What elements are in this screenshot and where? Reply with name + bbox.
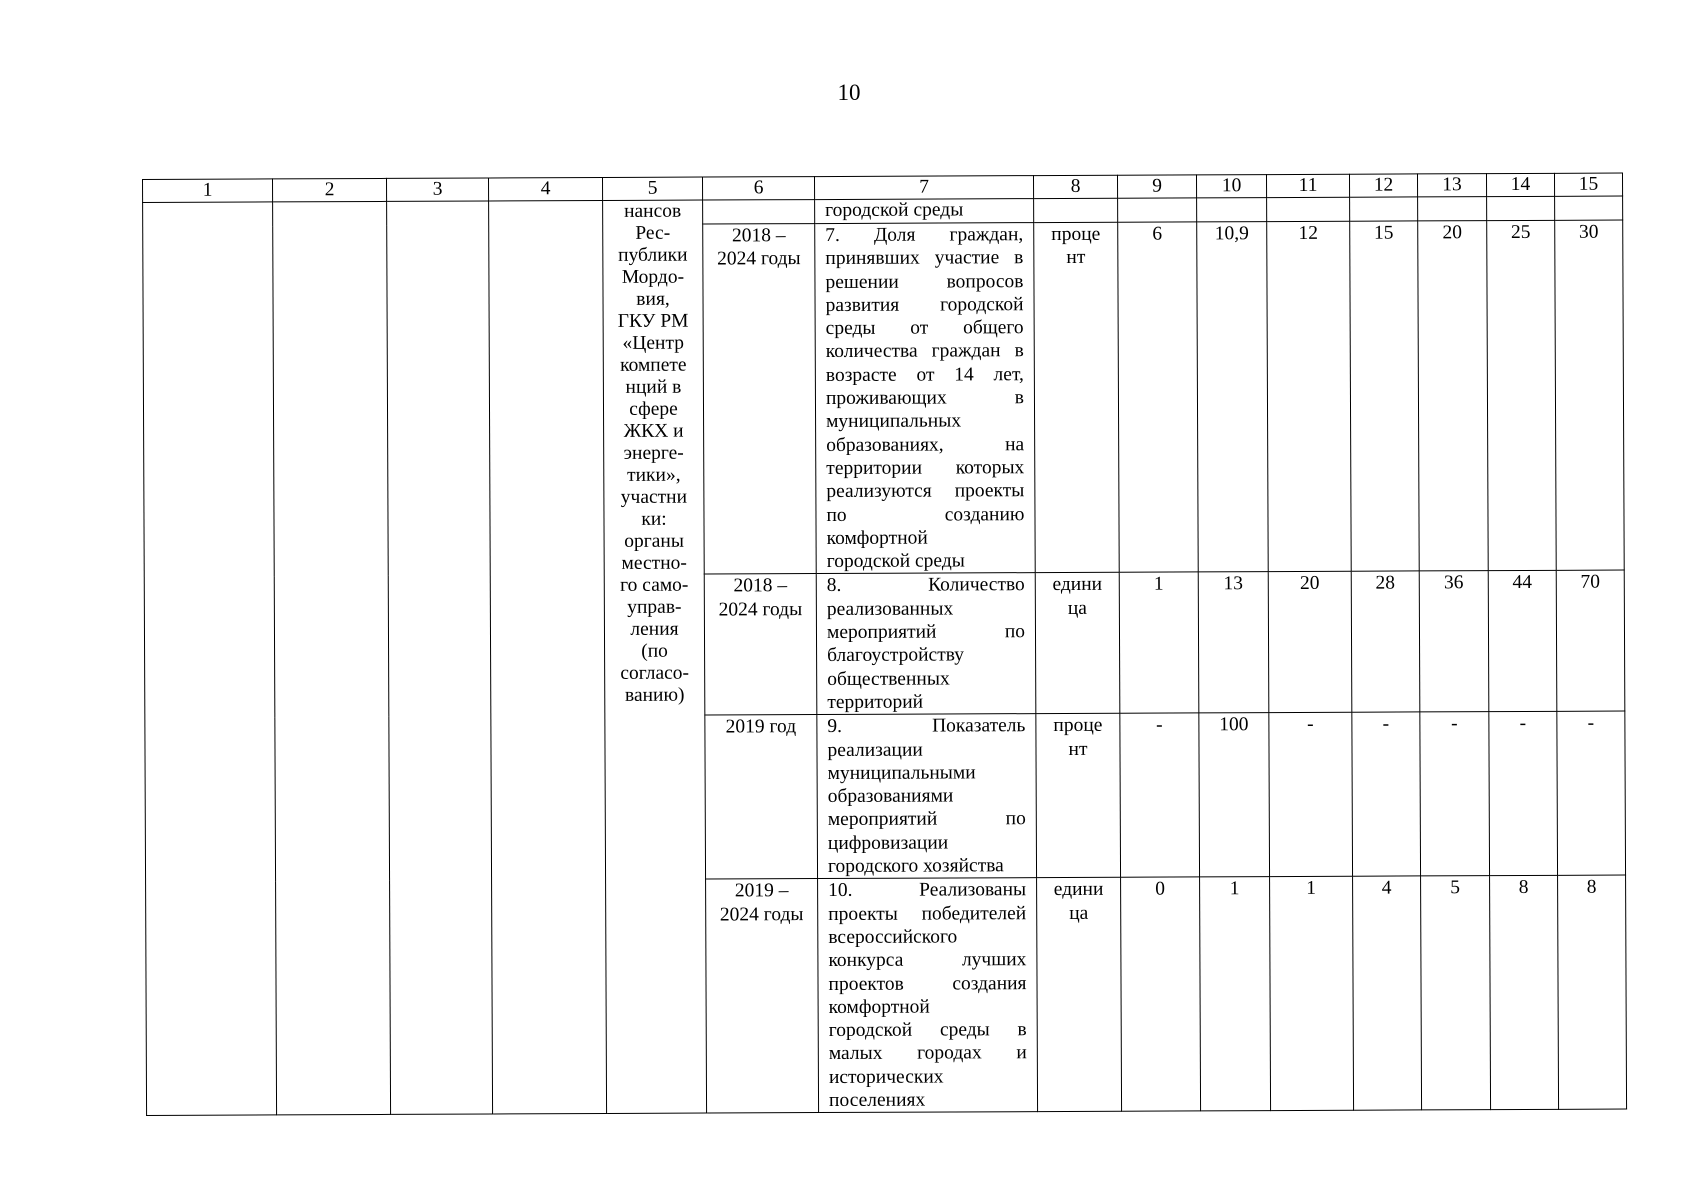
indicator-text-line: количества граждан в bbox=[825, 340, 1024, 363]
indicator-text-line: проживающих в bbox=[825, 387, 1025, 410]
indicator-text-line: реализованных bbox=[826, 598, 954, 620]
executor-text-line: местно- bbox=[621, 552, 687, 574]
indicator-text-line: проектов создания bbox=[828, 972, 1027, 995]
header-cell: 11 bbox=[1266, 174, 1349, 197]
indicator-text-line: городской среды в bbox=[828, 1019, 1027, 1042]
value-cell: 25 bbox=[1487, 220, 1557, 571]
value-cell: - bbox=[1120, 713, 1200, 877]
continuation-cell bbox=[1487, 196, 1555, 220]
executor-text-line: Мордо- bbox=[621, 266, 685, 288]
indicator-text-line: поселениях bbox=[828, 1089, 926, 1111]
indicator-table bbox=[142, 173, 1627, 1117]
period-text-line: 2024 годы bbox=[719, 903, 804, 926]
period-text-line: 2019 – bbox=[734, 880, 789, 902]
indicator-cell bbox=[815, 223, 1036, 574]
value-cell: 15 bbox=[1350, 221, 1420, 572]
executor-text-line: нансов bbox=[624, 200, 682, 222]
period-text-line: 2024 годы bbox=[718, 598, 803, 621]
indicator-text-line: образованиями bbox=[827, 785, 954, 808]
executor-text-line: сфере bbox=[629, 398, 678, 420]
unit-text-line: нт bbox=[1066, 247, 1086, 269]
unit-cell bbox=[1034, 222, 1120, 573]
executor-text-line: ления bbox=[630, 618, 679, 640]
unit-text-line: едини bbox=[1053, 879, 1104, 901]
executor-text-line: «Центр bbox=[622, 332, 684, 354]
indicator-text-line: городского хозяйства bbox=[827, 855, 1004, 878]
continuation-indicator-cell: городской среды bbox=[815, 199, 1034, 224]
unit-cell bbox=[1035, 573, 1120, 714]
period-text-line: 2024 годы bbox=[716, 248, 801, 270]
indicator-text-line: 7. Доля граждан, bbox=[825, 224, 1024, 247]
indicator-text-line: 9. Показатель bbox=[827, 715, 1026, 738]
header-cell: 13 bbox=[1417, 174, 1486, 197]
indicator-text-line: конкурса лучших bbox=[828, 949, 1027, 972]
indicator-text-line: среды от общего bbox=[825, 317, 1024, 340]
unit-text-line: ца bbox=[1067, 597, 1087, 619]
executor-text-line: нций в bbox=[625, 376, 682, 398]
indicator-text-line: общественных bbox=[827, 668, 950, 690]
executor-text-line: публики bbox=[618, 244, 688, 266]
value-cell: 5 bbox=[1421, 876, 1491, 1110]
value-cell: 1 bbox=[1200, 877, 1271, 1111]
indicator-text-line: городской среды bbox=[826, 550, 965, 573]
indicator-text-line: территорий bbox=[827, 691, 924, 713]
value-cell: 10,9 bbox=[1197, 222, 1269, 573]
period-cell bbox=[704, 574, 817, 715]
value-cell: 13 bbox=[1198, 572, 1269, 713]
period-cell bbox=[703, 224, 817, 575]
header-cell: 9 bbox=[1117, 175, 1196, 198]
executor-text-line: тики», bbox=[627, 464, 681, 486]
period-text-line: 2018 – bbox=[731, 225, 786, 247]
value-cell: 44 bbox=[1488, 571, 1557, 712]
header-cell: 12 bbox=[1349, 174, 1417, 197]
continuation-period-cell bbox=[703, 200, 815, 224]
indicator-text-line: реализации bbox=[827, 739, 923, 761]
value-cell: 30 bbox=[1555, 220, 1625, 571]
indicator-text-line: по созданию bbox=[826, 503, 1025, 526]
col4-cell bbox=[489, 200, 607, 1114]
value-cell: 12 bbox=[1267, 221, 1352, 572]
col3-cell bbox=[387, 201, 493, 1115]
executor-text-line: вия, bbox=[636, 288, 670, 310]
executor-text-line: ки: bbox=[641, 508, 667, 530]
header-cell: 6 bbox=[702, 177, 814, 200]
indicator-text-line: комфортной bbox=[826, 527, 928, 549]
indicator-text-line: образованиях, на bbox=[826, 433, 1025, 456]
executor-text-line: согласо- bbox=[620, 662, 690, 684]
value-cell: 6 bbox=[1118, 222, 1199, 573]
unit-cell bbox=[1037, 878, 1122, 1112]
period-cell bbox=[706, 879, 819, 1113]
executor-text-line: (по bbox=[641, 640, 668, 662]
indicator-text-line: принявших участие в bbox=[825, 247, 1024, 270]
value-cell: 28 bbox=[1351, 571, 1420, 712]
value-cell: 1 bbox=[1119, 572, 1199, 713]
indicator-text-line: муниципальных bbox=[826, 410, 962, 433]
indicator-text-line: всероссийского bbox=[828, 926, 958, 948]
responsible-executors-cell bbox=[603, 200, 707, 1114]
executor-text-line: Рес- bbox=[635, 222, 671, 244]
executor-text-line: органы bbox=[624, 530, 684, 552]
value-cell: - bbox=[1489, 712, 1558, 876]
indicator-text-line: развития городской bbox=[825, 294, 1024, 316]
header-cell: 15 bbox=[1554, 173, 1622, 196]
header-cell: 1 bbox=[143, 179, 273, 203]
value-cell: 20 bbox=[1268, 572, 1352, 713]
period-text-line: 2018 – bbox=[733, 575, 788, 597]
executor-text-line: управ- bbox=[627, 596, 682, 618]
indicator-text-line: проекты победителей bbox=[828, 902, 1027, 925]
executor-text-line: го само- bbox=[620, 574, 689, 596]
header-cell: 3 bbox=[386, 178, 488, 201]
header-cell: 8 bbox=[1033, 175, 1117, 198]
value-cell: - bbox=[1420, 712, 1490, 876]
value-cell: 0 bbox=[1121, 877, 1201, 1111]
continuation-cell bbox=[1555, 196, 1623, 220]
continuation-cell bbox=[1350, 197, 1418, 221]
unit-text-line: едини bbox=[1052, 574, 1103, 596]
header-cell: 7 bbox=[814, 176, 1033, 200]
indicator-text-line: 10. Реализованы bbox=[828, 879, 1027, 902]
indicator-text-line: мероприятий по bbox=[826, 621, 1026, 644]
unit-text-line: нт bbox=[1068, 738, 1088, 760]
indicator-text-line: малых городах и bbox=[828, 1042, 1027, 1065]
header-cell: 14 bbox=[1486, 173, 1554, 196]
header-cell: 5 bbox=[602, 177, 702, 200]
indicator-text-line: благоустройству bbox=[827, 644, 965, 667]
value-cell: - bbox=[1269, 712, 1353, 876]
indicator-text-line: возрасте от 14 лет, bbox=[825, 363, 1024, 386]
value-cell: 70 bbox=[1556, 570, 1625, 711]
unit-text-line: проце bbox=[1051, 223, 1101, 246]
continuation-cell bbox=[1118, 198, 1197, 222]
continuation-cell bbox=[1418, 197, 1487, 221]
executor-text-line: ванию) bbox=[624, 684, 685, 706]
value-cell: 4 bbox=[1353, 876, 1422, 1110]
indicator-text-line: исторических bbox=[828, 1066, 944, 1088]
continuation-cell bbox=[1197, 198, 1267, 222]
value-cell: - bbox=[1352, 712, 1421, 876]
indicator-text-line: муниципальными bbox=[827, 762, 976, 784]
value-cell: - bbox=[1557, 711, 1626, 875]
header-cell: 10 bbox=[1196, 175, 1266, 198]
indicator-text-line: цифровизации bbox=[827, 832, 949, 854]
indicator-text-line: территории которых bbox=[826, 457, 1025, 479]
period-text-line: 2019 год bbox=[725, 716, 797, 738]
header-cell: 2 bbox=[273, 178, 387, 201]
continuation-cell bbox=[1267, 197, 1350, 221]
page-number: 10 bbox=[837, 80, 861, 105]
indicator-cell bbox=[817, 714, 1037, 879]
executor-text-line: ЖКХ и bbox=[623, 420, 684, 442]
executor-text-line: участни bbox=[620, 486, 688, 508]
executor-text-line: компете bbox=[620, 354, 687, 376]
indicator-text-line: решении вопросов bbox=[825, 270, 1024, 293]
executor-text-line: ГКУ РМ bbox=[617, 310, 689, 332]
indicator-text-line: реализуются проекты bbox=[826, 480, 1025, 503]
indicator-text-line: 8. Количество bbox=[826, 574, 1025, 597]
indicator-cell bbox=[816, 573, 1036, 715]
period-cell bbox=[705, 715, 818, 880]
indicator-text-line: мероприятий по bbox=[827, 808, 1026, 831]
indicator-cell bbox=[818, 878, 1038, 1113]
col2-cell bbox=[273, 201, 391, 1115]
value-cell: 8 bbox=[1490, 876, 1559, 1110]
value-cell: 36 bbox=[1419, 571, 1489, 712]
value-cell: 1 bbox=[1270, 877, 1354, 1111]
executor-text-line: энерге- bbox=[623, 442, 684, 464]
continuation-cell bbox=[1034, 198, 1118, 222]
value-cell: 100 bbox=[1199, 713, 1270, 877]
unit-cell bbox=[1036, 713, 1121, 877]
unit-text-line: проце bbox=[1053, 715, 1103, 737]
header-cell: 4 bbox=[488, 177, 602, 200]
unit-text-line: ца bbox=[1069, 902, 1089, 924]
value-cell: 20 bbox=[1418, 221, 1489, 572]
value-cell: 8 bbox=[1558, 875, 1627, 1109]
indicator-text-line: комфортной bbox=[828, 996, 930, 1018]
col1-cell bbox=[143, 202, 277, 1116]
